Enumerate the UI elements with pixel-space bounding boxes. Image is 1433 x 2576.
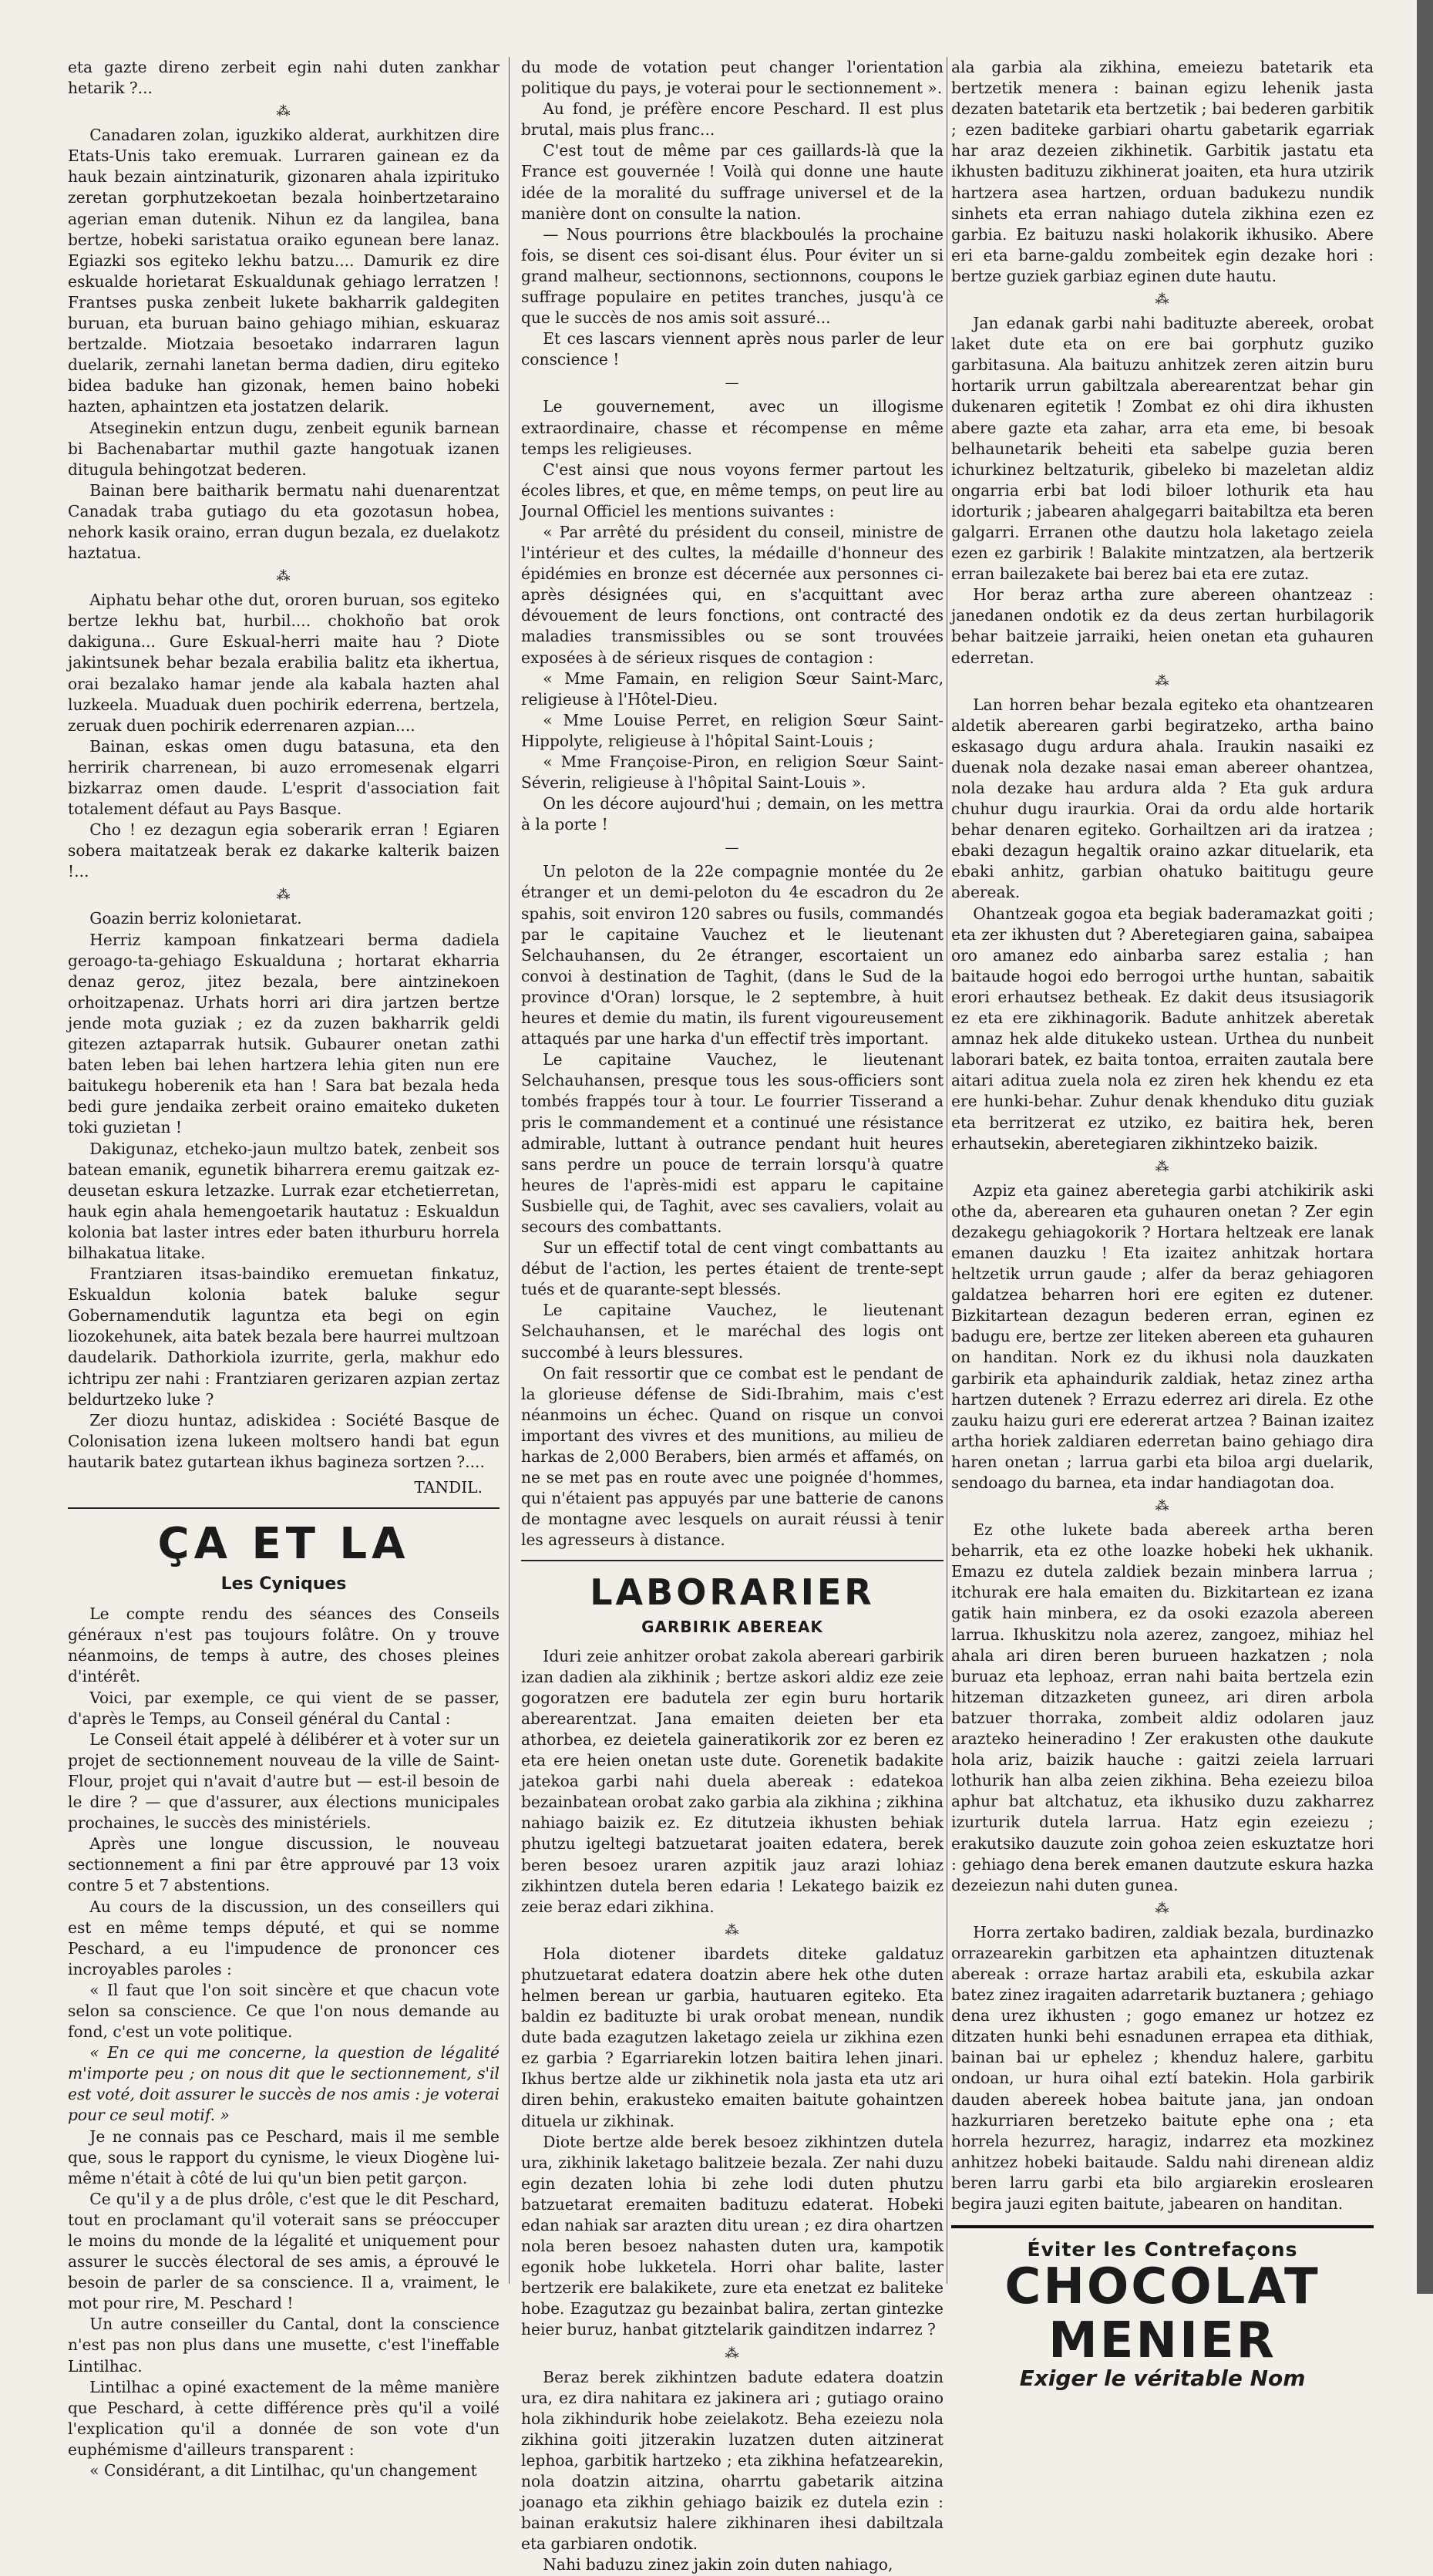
paragraph: On les décore aujourd'hui ; demain, on les mettra à la porte !	[521, 794, 944, 834]
paragraph: Zer diozu huntaz, adiskidea : Société Basque de Colonisation izena lukeen moltsero handi bat egun hautarik batez gutartean ikhus bagineza sortzen ?....	[68, 1410, 500, 1471]
paragraph: Lan horren behar bezala egiteko eta ohantzearen aldetik aberearen garbi begiratzeko, artha baino eskasago dugu ardura ahala. Iraukin nasaiki ez duenak nola dezake nasai eman abereer ohantzea, nola dezake hau ardura alda ? Eta guk ardura chuhur dugu iraurkia. Orai da ordu alde hortarik behar denaren egiteko. Gorhailtzen ari da iratzea ; ebaki dezagun hegaltik oraino azkar dituelarik, eta ebaki anhitz, garbian ohatuko baititugu geure abereak.	[951, 695, 1374, 902]
paragraph: Nahi baduzu zinez jakin zoin duten nahiago,	[543, 2555, 893, 2574]
asterism: ⁂	[725, 2345, 740, 2362]
asterism: ⁂	[1155, 291, 1170, 308]
paragraph: Frantziaren itsas-baindiko eremuetan finkatuz, Eskualdun kolonia batek baluke segur Gobernamendutik laguntza eta begi on egin liozokehunek, aita batek bezala bere haurrei multzoan daudelarik. Dathorkiola izurrite, gerla, makhur edo ichtripu zer nahi : Frantziaren gerizaren azpian zertaz beldurtzeko luke ?	[68, 1264, 500, 1409]
column-2	[521, 57, 944, 2574]
section-title: LABORARIER	[590, 1571, 875, 1614]
paragraph: Iduri zeie anhitzer orobat zakola abereari garbirik izan dadien ala zikhinik ; bertze askori aldiz eze zeie gogoratzen ere badutela zer egin buru hortarik aberearentzat. Jana emaiten deieten ber eta athorbea, ez deietela gaineratikorik zor ez beren ez eta ere heien onetan uste dute. Gorenetik badakite jatekoa garbi nahi duela abereak : edatekoa bezainbatean orobat zako garbia ala zikhina ; zikhina nahiago baizik ez. Ez ditutzeia ikhusten behiak phutzu igeltegi batzuetarat joaiten edatera, berek beren besoez uraren azpitik jauz arazi lohiaz zikhintzen dutela beren edaria ! Lekatego baizik ez zeie beraz edari zikhina.	[521, 1646, 944, 1916]
asterism: ⁂	[1155, 672, 1170, 689]
asterism: ⁂	[1155, 1498, 1170, 1515]
article-title: GARBIRIK ABEREAK	[641, 1618, 823, 1637]
paragraph: Jan edanak garbi nahi badituzte abereek, orobat laket dute eta on ere bai gorphutz guziko garbitasuna. Ala baituzu anhitzek zeren aitzin buru hortarik urrun gabiltzala aberearentzat behar gin dukenaren egitetik ! Zombat ez ohi dira ikhusten abere gazte eta zahar, arra eta eme, bi besoak belhaunetarik beheiti eta sabelpe guzia beren ichurkinez beltzaturik, gibeleko bi mazeletan aldiz ongarria erbi bat lodi biloer lothurik eta hau idorturik ; jabearen ahalgegarri baitabiltza eta beren galgarri. Erranen othe dautzu hola laketago zeiela ezen ez garbirik ! Balakite mintzatzen, ala bertzerik erran bailezakete bai berez bai eta ere zutaz.	[951, 314, 1374, 584]
paragraph: Au fond, je préfère encore Peschard. Il est plus brutal, mais plus franc...	[521, 99, 944, 140]
paragraph: On fait ressortir que ce combat est le pendant de la glorieuse défense de Sidi-Ibrahim, mais c'est néanmoins un échec. Quand on risque un convoi important des vivres et des munitions, au milieu de harkas de 2,000 Berabers, bien armés et affamés, on ne se met pas en route avec une poignée d'hommes, qui n'étaient pas appuyés par une batterie de canons de montagne avec lesquels on aurait réussi à tenir les agresseurs à distance.	[521, 1363, 944, 1550]
paragraph: « Considérant, a dit Lintilhac, qu'un changement	[89, 2461, 477, 2480]
section-divider	[68, 1507, 500, 1509]
paragraph: « Mme Famain, en religion Sœur Saint-Marc, religieuse à l'Hôtel-Dieu.	[521, 668, 944, 709]
paragraph: eta gazte direno zerbeit egin nahi duten zankhar hetarik ?...	[68, 58, 500, 98]
paragraph: Dakigunaz, etcheko-jaun multzo batek, zenbeit sos batean emanik, egunetik biharrera eremu gaitzak ez-deusetan eskura letzazke. Lurrak ezar etchetierretan, hauk egin ahala hemengoetarik hautatuz : Eskualdun kolonia bat laster intres eder baten ithurburu horrela bilhakatua litake.	[68, 1139, 500, 1262]
paragraph: Sur un effectif total de cent vingt combattants au début de l'action, les pertes étaient de trente-sept tués et de quarante-sept blessés.	[521, 1238, 944, 1299]
paragraph: Ce qu'il y a de plus drôle, c'est que le dit Peschard, tout en proclamant qu'il voterait sans se préoccuper le moins du monde de la légalité et uniquement pour assurer le succès électoral de ses amis, a éprouvé le besoin de parler de sa conscience. Il a, vraiment, le mot pour rire, M. Peschard !	[68, 2189, 500, 2313]
paragraph: Ez othe lukete bada abereek artha beren beharrik, eta ez othe loazke hobeki hek ukhanik. Emazu ez dutela zaldiek bezain minbera larrua ; itchurak ere hala emaiten du. Bizkitartean ez izana gatik hain minbera, ez da osoki ezazola abereen larrua. Ikhuskitzu nola azerez, zangoez, mihiaz hel ahala ari diren beren burueen hazkatzen ; nola buruaz eta lephoaz, erran nahi baita bertzela ezin hitzeman ditzazketen guneez, ari diren arbola batzuer thorraka, zombeit aldiz odolaren jauz arazteko heineradino ! Zer erakusten othe daukute hola ariz, baizik hauche : gaitzi zeiela larruari lothurik han alba zeien zikhina. Beha ezeiezu biloa aphur bat altchatuz, eta ikhusiko duzu zakharrez izurturik dutela larrua. Hatz egin ezeiezu ; erakutsiko dauzute zoin gohoa zeien eskuztatze hori : gehiago dena berek emanen dautzute eskura hazka dezeiezun nahi duten gunea.	[951, 1520, 1374, 1894]
paragraph: Horra zertako badiren, zaldiak bezala, burdinazko orrazearekin garbitzen eta aphaintzen dituztenak abereak : orraze hartaz arabili eta, eskubila azkar batez zinez iragaiten adarretarik buztanera ; gehiago dena urez ikhusten ; gogo emanez ur hotzez ez ditzaten hunki behi esnadunen errapea eta dithiak, bainan bai ur ephelez ; khenduz halere, garbitu ondoan, ur hura oihal eztí batekin. Hola garbirik dauden abereek hobea baitute jana, jan ondoan hazkurriaren beretzeko baitute ephe ona ; eta horrela hezurrez, haragiz, indarrez eta mozkinez anhitzez hobeki baitaude. Saldu nahi direnean aldiz beren larru garbi eta bilo argiarekin eroslearen begira jauzi egiten baitute, jabearen on handitan.	[951, 1922, 1374, 2213]
paragraph: ala garbia ala zikhina, emeiezu batetarik eta bertzetik menera : bainan egizu lehenik jasta dezaten batetarik eta bertzetik ; bai bederen garbitik ; ezen baditeke garbiari ohartu gabetarik egarriak har araz dezeien zikhinetik. Garbitik jastatu eta ikhusten badituzu zikhinerat joaiten, eta hura utzirik hartzera asea hartzen, orduan badukezu nundik sinhets eta erran nahiago dutela zikhina ezen ez garbia. Ez baituzu naski holakorik ikhusiko. Abere eri eta barne-galdu zombeitek egin dezake hori : bertze guziek garbiaz eginen dute hautu.	[951, 58, 1374, 285]
paragraph: Atseginekin entzun dugu, zenbeit egunik barnean bi Bachenabartar muthil gazte hangotuak izanen ditugula behingotzat bederen.	[68, 418, 500, 479]
asterism: ⁂	[276, 887, 291, 904]
column-1	[68, 57, 500, 2480]
paragraph: Un peloton de la 22e compagnie montée du 2e étranger et un demi-peloton du 4e escadron du 2e spahis, soit environ 120 sabres ou fusils, commandés par le capitaine Vauchez et le lieutenant Selchauhansen, du 2e étranger, escortaient un convoi à destination de Taghit, (dans le Sud de la province d'Oran) lorsque, le 2 septembre, à huit heures et demie du matin, ils furent vigoureusement attaqués par une harka d'un effectif très important.	[521, 862, 944, 1049]
paragraph: Cho ! ez dezagun egia soberarik erran ! Egiaren sobera maitatzeak berak ez dakarke kalterik baizen !...	[68, 820, 500, 881]
section-divider	[521, 1560, 944, 1561]
paragraph: Lintilhac a opiné exactement de la même manière que Peschard, à cette différence près qu'il a voilé l'explication qu'il a donnée de son vote d'un euphémisme d'ailleurs transparent :	[68, 2377, 500, 2459]
paragraph: Beraz berek zikhintzen badute edatera doatzin ura, ez dira nahitara ez jakinera ari ; gutiago oraino hola zikhindurik hobe zeielakotz. Beha ezeiezu nola zikhina goiti jitzerakin luzatzen duten aitzinerat lephoa, garbitik hartzeko ; eta zikhina hefatzearekin, nola doatzin aitzina, oharrtu gabetarik aitzina joanago eta zikhin gehiago baizik ez dutela ezin : bainan erakutsiz halere zikhinaren ihesi dabiltzala eta garbiaren ondotik.	[521, 2367, 944, 2554]
column-3	[951, 57, 1374, 2392]
paragraph: « Mme Françoise-Piron, en religion Sœur Saint-Séverin, religieuse à l'hôpital Saint-Louis ».	[521, 753, 944, 793]
paragraph: Diote bertze alde berek besoez zikhintzen dutela ura, zikhinik laketago balitzeie bezala. Zer nahi duzu egin dezaten lohia bi zehe lodi duten phutzu batzuetarat eremaiten badituzu edaterat. Hobeki edan nahiak sar arazten ditu urean ; ez dira ohartzen nola beren besoez nahasten duten ura, kampotik egonik hobe lukketela. Horri ohar balite, laster bertzerik ere balakikete, zure eta enetzat ez baliteke hobe. Ezagutzaz gu bezainbat balira, zertan gintezke heier buruz, hanbat gitztelarik gainditzen indarrez ?	[521, 2132, 944, 2339]
paragraph: Aiphatu behar othe dut, ororen buruan, sos egiteko bertze lekhu bat, hurbil.... chokhoño bat orok dakiguna... Gure Eskual-herri maite hau ? Diote jakintsunek behar bezala erabilia balitz eta ikhertua, orai bezalako hamar jende ala kabala hazten ahal luzkeela. Muaduak duen pochirik ederrena, bertzela, zeruak duen pochirik ederrenaren azpian....	[68, 591, 500, 735]
ad-brand-line-2: MENIER	[1048, 2312, 1277, 2370]
paragraph: Herriz kampoan finkatzeari berma dadiela geroago-ta-gehiago Eskualduna ; hortarat ekharria denaz geroz, jitez bezala, bere aintzinekoen orhoitzapenaz. Urhats horri ari dira jartzen bertze jende mota guziak ; ez da zuzen bakharrik geldi gitezen aztaparrak hutsik. Gubaurer onetan zathi baten leben bai lehen hartzera lehia giten nun ere baitukegu hoberenik eta han ! Sara bat bezala heda bedi gure jendaika zerbeit oraino emaiteko duketen toki guzietan !	[68, 930, 500, 1137]
paragraph: Bainan bere baitharik bermatu nahi duenarentzat Canadak traba gutiago du eta gozotasun hobea, nehork kasik oraino, erran dugun bezala, ez duelakotz haztatua.	[68, 480, 500, 563]
paragraph: Le capitaine Vauchez, le lieutenant Selchauhansen, presque tous les sous-officiers sont tombés frappés tour à tour. Le fourrier Tisserand a pris le commandement et a continué une résistance admirable, luttant à outrance pendant huit heures sans perdre un pouce de terrain lorsqu'à quatre heures de l'après-midi est apparu le capitaine Susbielle qui, de Taghit, avec ses cavaliers, volait au secours des combattants.	[521, 1050, 944, 1236]
paragraph: C'est ainsi que nous voyons fermer partout les écoles libres, et que, en même temps, on peut lire au Journal Officiel les mentions suivantes :	[521, 460, 944, 520]
paragraph: « Par arrêté du président du conseil, ministre de l'intérieur et des cultes, la médaille d'honneur des épidémies en bronze est décernée aux personnes ci-après désignées qui, en s'acquittant avec dévouement de leurs fonctions, ont contracté des maladies transmissibles ou se sont trouvées exposées à de sérieux risques de contagion :	[521, 522, 944, 667]
paragraph: « En ce qui me concerne, la question de légalité m'importe peu ; on nous dit que le sectionnement, s'il est voté, doit assurer le succès de nos amis : je voterai pour ce seul motif. »	[68, 2043, 500, 2125]
article-title: Les Cyniques	[220, 1574, 347, 1594]
paragraph: Un autre conseiller du Cantal, dont la conscience n'est pas non plus dans une musette, c'est l'ineffable Lintilhac.	[68, 2315, 500, 2376]
paragraph: Je ne connais pas ce Peschard, mais il me semble que, sous le rapport du cynisme, le vieux Diogène lui-même n'était à côté de lui qu'un bien petit garçon.	[68, 2126, 500, 2187]
paragraph: Hor beraz artha zure abereen ohantzeaz : janedanen ondotik ez da deus zertan hurbilagorik behar baitzeie jarraiki, heien onetan eta guhauren ederretan.	[951, 585, 1374, 667]
short-rule: —	[725, 375, 740, 392]
paragraph: Canadaren zolan, iguzkiko alderat, aurkhitzen dire Etats-Unis tako eremuak. Lurraren gainean ez da hauk bezain aintzinaturik, gizonaren ahala izpirituko zeretan gorphutzekoetan bezala hoinbertzetaraino agerian eman dutenik. Nihun ez da langilea, bana bertze, hobeki saristatua oraiko egunean bere lanaz. Egiazki sos egiteko lekhu batzu.... Damurik ez dire eskualde horietarat Eskualdunak gehiago lerratzen ! Frantses puska zenbeit lukete bakharrik galdegiten buruan, eta buruan baino gehiago mihian, eskuaraz bertzalde. Miotzaia besoetako indarraren lagun duelarik, zernahi lanetan berma dadien, diru egiteko bidea baduke han gizonak, hemen baino hobeki hazten, aphaintzen eta jostatzen delarik.	[68, 126, 500, 416]
paragraph: Au cours de la discussion, un des conseillers qui est en même temps député, et qui se nomme Peschard, a eu l'impudence de prononcer ces incroyables paroles :	[68, 1897, 500, 1978]
ad-brand-line-1: CHOCOLAT	[1004, 2258, 1320, 2316]
paragraph: Voici, par exemple, ce qui vient de se passer, d'après le Temps, au Conseil général du Cantal :	[68, 1688, 500, 1728]
asterism: ⁂	[725, 1921, 740, 1938]
paragraph: Azpiz eta gainez aberetegia garbi atchikirik aski othe da, aberearen eta guhauren onetan ? Zer egin dezakegu gehiagokorik ? Hortara heltzeak ere lanak emanen dauzku ! Eta izaitez anhitzak hortara heltzetik urrun gaude ; alfer da beraz gehiagoren galdatzea beharren hori ere egiten ez dutener. Bizkitartean dezagun bederen erran, eginen ez badugu ere, bertze zer liteken abereen eta guhauren on handitan. Nork ez du ikhusi nola dauzkaten garbirik eta aphaindurik zaldiak, hetaz zinez artha hartzen dutenek ? Errazu ederrez ari direla. Ez othe zauku haizu guri ere edererat artzea ? Bainan izaitez artha horiek zaldiaren ederretan baino gehiago dira haren onetan ; larrua garbi eta biloa argi duelarik, sendoago du barnea, eta indar handiagotan doa.	[951, 1180, 1374, 1492]
paragraph: « Mme Louise Perret, en religion Sœur Saint-Hippolyte, religieuse à l'hôpital Saint-Louis ;	[521, 710, 944, 750]
asterism: ⁂	[276, 103, 291, 120]
section-title: ÇA ET LA	[157, 1519, 410, 1570]
paragraph: Le capitaine Vauchez, le lieutenant Selchauhansen, et le maréchal des logis ont succombé à leurs blessures.	[521, 1301, 944, 1362]
short-rule: —	[725, 840, 740, 857]
ad-footer: Exiger le véritable Nom	[1019, 2366, 1306, 2392]
paragraph: Bainan, eskas omen dugu batasuna, eta den herririk charrenean, bi auzo erromesenak elgarri bizkarraz omen daude. L'esprit d'association fait totalement défaut au Pays Basque.	[68, 736, 500, 819]
paragraph: C'est tout de même par ces gaillards-là que la France est gouvernée ! Voilà qui donne une haute idée de la moralité du suffrage universel et de la manière dont on consulte la nation.	[521, 141, 944, 223]
paragraph: Ohantzeak gogoa eta begiak baderamazkat goiti ; eta zer ikhusten dut ? Aberetegiaren gaina, sabaipea oro amanez edo ainbarba sarez estalia ; han baitaude hogoi edo berrogoi urthe huntan, sabaitik erori erhautsez betheak. Ez dakit deus itsusiagorik ez eta ere zikhinagorik. Badute anhitzek aberetak amnaz hek alde ditukeko ustean. Urthea du nunbeit laborari batek, ez baita tontoa, erraiten zautala bere aitari aditua zuela nola ez ziren hek khendu ez eta ere hunki-behar. Zuhur denak khenduko ditu guziak eta berritzerat ez utziko, ez baitira hek, beren erhautsekin, aberetegiaren zikhintzeko baizik.	[951, 904, 1374, 1153]
paragraph: Et ces lascars viennent après nous parler de leur conscience !	[521, 329, 944, 369]
page-edge-shadow	[1417, 0, 1433, 2294]
paragraph: Après une longue discussion, le nouveau sectionnement a fini par être approuvé par 13 voix contre 5 et 7 abstentions.	[68, 1834, 500, 1895]
author-signature: TANDIL.	[414, 1478, 483, 1497]
paragraph: Goazin berriz kolonietarat.	[89, 909, 302, 928]
paragraph: Hola diotener ibardets diteke galdatuz phutzuetarat edatera doatzin abere hek othe duten helmen berean ur garbia, hautuaren egiteko. Eta baldin ez badituzte bi urak orobat menean, nundik dute bada ezagutzen laketago zeiela ur zikhina ezen ez garbia ? Egarriarekin lotzen baitira lehen jinari. Ikhus bertze alde ur zikhinetik nola jasta eta utz ari diren behin, erakusteko emaiten baitute gohaintzen dituela ur zikhinak.	[521, 1944, 944, 2130]
paragraph: « Il faut que l'on soit sincère et que chacun vote selon sa conscience. Ce que l'on nous demande au fond, c'est un vote politique.	[68, 1980, 500, 2042]
asterism: ⁂	[276, 568, 291, 585]
paragraph: — Nous pourrions être blackboulés la prochaine fois, se disent ces soi-disant élus. Pour éviter un si grand malheur, sectionnons, sectionnons, coupons le suffrage populaire en petites tranches, jusqu'à ce que le succès de nos amis soit assuré...	[521, 224, 944, 328]
asterism: ⁂	[1155, 1900, 1170, 1917]
ad-tagline: Éviter les Contrefaçons	[1027, 2238, 1298, 2261]
column-rule-1	[509, 57, 510, 2284]
paragraph: Le Conseil était appelé à délibérer et à voter sur un projet de sectionnement nouveau de la ville de Saint-Flour, projet qui n'avait d'autre but — est-il besoin de le dire ? — que d'assurer, aux élections municipales prochaines, le succès des ministériels.	[68, 1729, 500, 1833]
paragraph: Le compte rendu des séances des Conseils généraux n'est pas toujours folâtre. On y trouve néanmoins, de temps à autre, des choses pleines d'intérêt.	[68, 1605, 500, 1686]
paragraph: du mode de votation peut changer l'orientation politique du pays, je voterai pour le sectionnement ».	[521, 58, 944, 98]
asterism: ⁂	[1155, 1158, 1170, 1175]
advertisement	[951, 2225, 1374, 2392]
paragraph: Le gouvernement, avec un illogisme extraordinaire, chasse et récompense en même temps les religieuses.	[521, 397, 944, 458]
